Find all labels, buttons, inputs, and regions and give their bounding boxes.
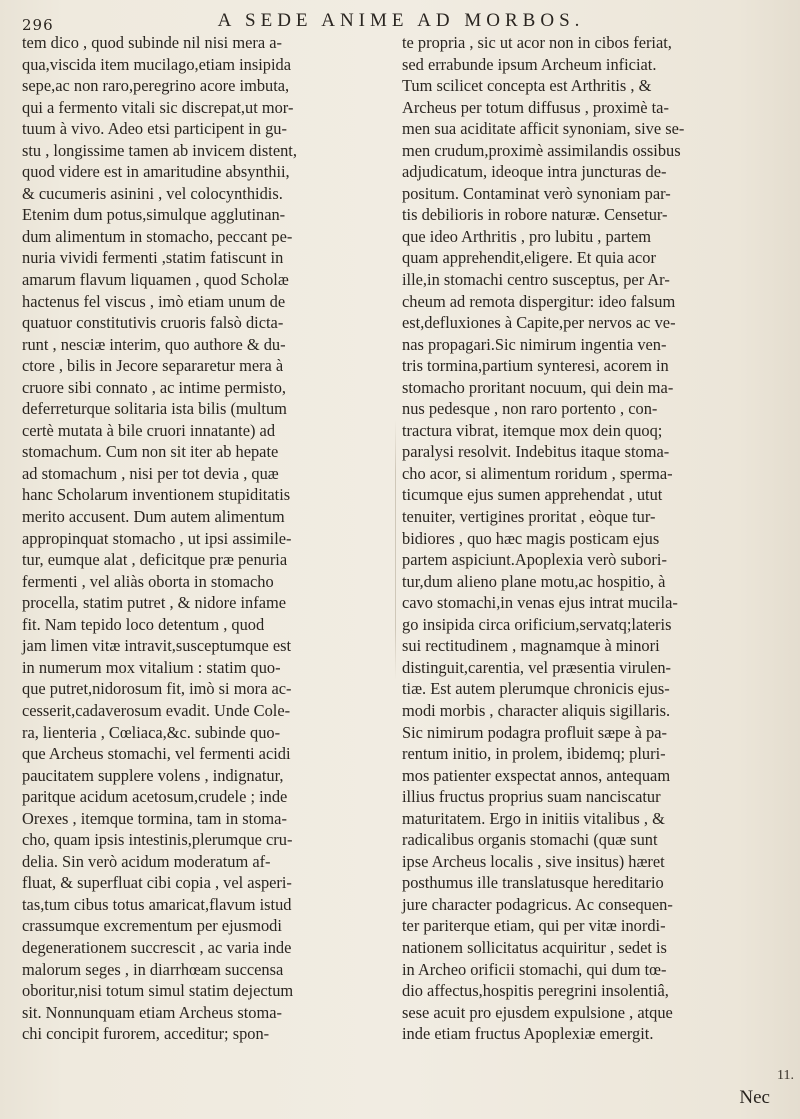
text-line: merito accusent. Dum autem alimentum	[22, 507, 285, 527]
text-line: nus pedesque , non raro portento , con-	[402, 399, 658, 419]
text-line: hactenus fel viscus , imò etiam unum de	[22, 291, 286, 311]
text-line: cesserit,cadaverosum evadit. Unde Cole-	[22, 700, 291, 720]
text-line: tris tormina,partium synteresi, acorem in	[402, 356, 669, 376]
text-line: qui a fermento vitali sic discrepat,ut mor-	[22, 97, 294, 117]
text-line: stomacho proritant nocuum, qui dein ma-	[402, 377, 674, 397]
text-line: certè mutata à bile cruori innatante) ad	[22, 420, 276, 440]
text-line: modi morbis , character aliquis sigillaris.	[402, 700, 671, 720]
text-line: sui rectitudinem , magnamque à minori	[402, 636, 660, 656]
text-line: amarum flavum liquamen , quod Scholæ	[22, 270, 289, 290]
text-line: in Archeo orificii stomachi, qui dum tœ-	[402, 959, 667, 979]
text-line: nuria vividi fermenti ,statim fatiscunt in	[22, 248, 284, 268]
page-number: 296	[22, 16, 54, 34]
text-line: qua,viscida item mucilago,etiam insipida	[22, 54, 292, 74]
text-line: men crudum,proximè assimilandis ossibus	[402, 140, 681, 160]
text-line: dio affectus,hospitis peregrini insolentiâ,	[402, 981, 669, 1001]
text-line: sit. Nonnunquam etiam Archeus stoma-	[22, 1002, 282, 1022]
text-line: te propria , sic ut acor non in cibos feriat,	[402, 33, 672, 52]
text-line: cho, quam ipsis intestinis,plerumque cru-	[22, 830, 293, 850]
text-line: tenuiter, vertigines proritat , eòque tur-	[402, 507, 656, 527]
text-line: distinguit,carentia, vel præsentia virulen-	[402, 657, 672, 677]
text-line: jure character podagricus. Ac consequen-	[402, 894, 673, 914]
text-line: oboritur,nisi totum simul statim dejectum	[22, 981, 294, 1001]
text-line: malorum seges , in diarrhœam succensa	[22, 959, 284, 979]
text-line: cruore sibi connato , ac intime permisto,	[22, 377, 286, 397]
text-line: ter pariterque etiam, qui per vitæ inordi-	[402, 916, 666, 936]
text-line: fluat, & superfluat cibi copia , vel asperi-	[22, 873, 292, 893]
text-line: dum alimentum in stomacho, peccant pe-	[22, 226, 293, 246]
text-line: paralysi resolvit. Indebitus itaque stoma-	[402, 442, 670, 462]
text-line: positum. Contaminat verò synoniam par-	[402, 183, 671, 203]
text-line: tur,dum alieno plane motu,ac hospitio, à	[402, 571, 666, 591]
text-line: posthumus ille translatusque hereditario	[402, 873, 664, 893]
text-line: appropinquat stomacho , ut ipsi assimile-	[22, 528, 292, 548]
text-line: est,defluxiones à Capite,per nervos ac ve-	[402, 313, 676, 333]
text-line: cavo stomachi,in venas ejus intrat mucila-	[402, 593, 678, 613]
column-gutter	[395, 420, 396, 680]
text-line: partem aspiciunt.Apoplexia verò subori-	[402, 550, 667, 570]
text-line: hanc Scholarum inventionem stupiditatis	[22, 485, 291, 505]
text-line: inde etiam fructus Apoplexiæ emergit.	[402, 1024, 654, 1044]
catchword: Nec	[739, 1087, 770, 1108]
text-line: men sua aciditate afficit synoniam, sive se-	[402, 119, 685, 139]
text-line: sepe,ac non raro,peregrino acore imbuta,	[22, 76, 290, 96]
text-line: Orexes , itemque tormina, tam in stoma-	[22, 808, 287, 828]
text-line: runt , nesciæ interim, quo authore & du-	[22, 334, 286, 354]
text-line: Sic nimirum podagra profluit sæpe à pa-	[402, 722, 667, 742]
text-line: tiæ. Est autem plerumque chronicis ejus-	[402, 679, 670, 699]
text-line: stu , longissime tamen ab invicem distent,	[22, 140, 297, 160]
text-line: Tum scilicet concepta est Arthritis , &	[402, 76, 652, 96]
text-line: tur, eumque alat , deficitque præ penuria	[22, 550, 288, 570]
text-line: & cucumeris asinini , vel colocynthidis.	[22, 183, 283, 203]
text-line: tem dico , quod subinde nil nisi mera a-	[22, 33, 282, 52]
text-line: Etenim dum potus,simulque agglutinan-	[22, 205, 286, 225]
text-line: ra, lienteria , Cœliaca,&c. subinde quo-	[22, 722, 281, 742]
text-line: sed errabunde ipsum Archeum inficiat.	[402, 54, 657, 74]
text-line: ipse Archeus localis , sive insitus) hæret	[402, 851, 665, 871]
text-line: nationem sollicitatus acquiritur , sedet is	[402, 937, 667, 957]
text-line: illius fructus proprius suam nanciscatur	[402, 787, 661, 807]
right-text-column	[402, 32, 782, 1045]
text-line: tas,tum cibus totus amaricat,flavum istud	[22, 894, 292, 914]
text-line: ad stomachum , nisi per tot devia , quæ	[22, 463, 279, 483]
text-line: quatuor constitutivis cruoris falsò dicta-	[22, 313, 284, 333]
text-line: rentum initio, in prolem, ibidemq; pluri-	[402, 744, 666, 764]
text-line: delia. Sin verò acidum moderatum af-	[22, 851, 271, 871]
text-line: tuum à vivo. Adeo etsi participent in gu-	[22, 119, 287, 139]
text-line: tractura vibrat, itemque mox dein quoq;	[402, 420, 663, 440]
text-line: procella, statim putret , & nidore infame	[22, 593, 286, 613]
text-line: Archeus per totum diffusus , proximè ta-	[402, 97, 669, 117]
text-line: quam apprehendit,eligere. Et quia acor	[402, 248, 656, 268]
text-line: go insipida circa orificium,servatq;lateris	[402, 614, 672, 634]
text-line: crassumque excrementum per ejusmodi	[22, 916, 282, 936]
text-line: jam limen vitæ intravit,susceptumque est	[22, 636, 292, 656]
text-line: chi concipit furorem, acceditur; spon-	[22, 1024, 270, 1044]
text-line: fit. Nam tepido loco detentum , quod	[22, 614, 265, 634]
text-line: quod videre est in amaritudine absynthii,	[22, 162, 290, 182]
text-line: paucitatem supplere volens , indignatur,	[22, 765, 284, 785]
text-line: nas propagari.Sic nimirum ingentia ven-	[402, 334, 667, 354]
text-line: stomachum. Cum non sit iter ab hepate	[22, 442, 279, 462]
text-line: ille,in stomachi centro susceptus, per Ar-	[402, 270, 670, 290]
text-line: radicalibus organis stomachi (quæ sunt	[402, 830, 658, 850]
text-line: que Archeus stomachi, vel fermenti acidi	[22, 744, 291, 764]
text-line: cho acor, si alimentum roridum , sperma-	[402, 463, 673, 483]
margin-note: 11.	[777, 1068, 794, 1083]
text-line: tis debilioris in robore naturæ. Censetur-	[402, 205, 668, 225]
page-header	[22, 6, 780, 34]
text-line: cheum ad remota dispergitur: ideo falsum	[402, 291, 676, 311]
text-line: bidiores , quo hæc magis posticam ejus	[402, 528, 660, 548]
text-line: mos patienter exspectat annos, antequam	[402, 765, 671, 785]
text-line: adjudicatum, ideoque intra juncturas de-	[402, 162, 667, 182]
running-title: A SEDE ANIME AD MORBOS.	[217, 10, 585, 31]
text-line: que putret,nidorosum fit, imò si mora ac-	[22, 679, 292, 699]
text-line: in numerum mox vitalium : statim quo-	[22, 657, 281, 677]
text-line: deferreturque solitaria ista bilis (multum	[22, 399, 287, 419]
text-line: que ideo Arthritis , pro lubitu , partem	[402, 226, 652, 246]
text-line: degenerationem succrescit , ac varia inde	[22, 937, 292, 957]
text-line: maturitatem. Ergo in initiis vitalibus , &	[402, 808, 665, 828]
text-line: paritque acidum acetosum,crudele ; inde	[22, 787, 288, 807]
text-line: ctore , bilis in Jecore separaretur mera à	[22, 356, 284, 376]
text-line: ticumque ejus sumen apprehendat , utut	[402, 485, 663, 505]
text-line: sese acuit pro ejusdem expulsione , atque	[402, 1002, 673, 1022]
left-text-column	[22, 32, 392, 1045]
text-line: fermenti , vel aliàs oborta in stomacho	[22, 571, 274, 591]
